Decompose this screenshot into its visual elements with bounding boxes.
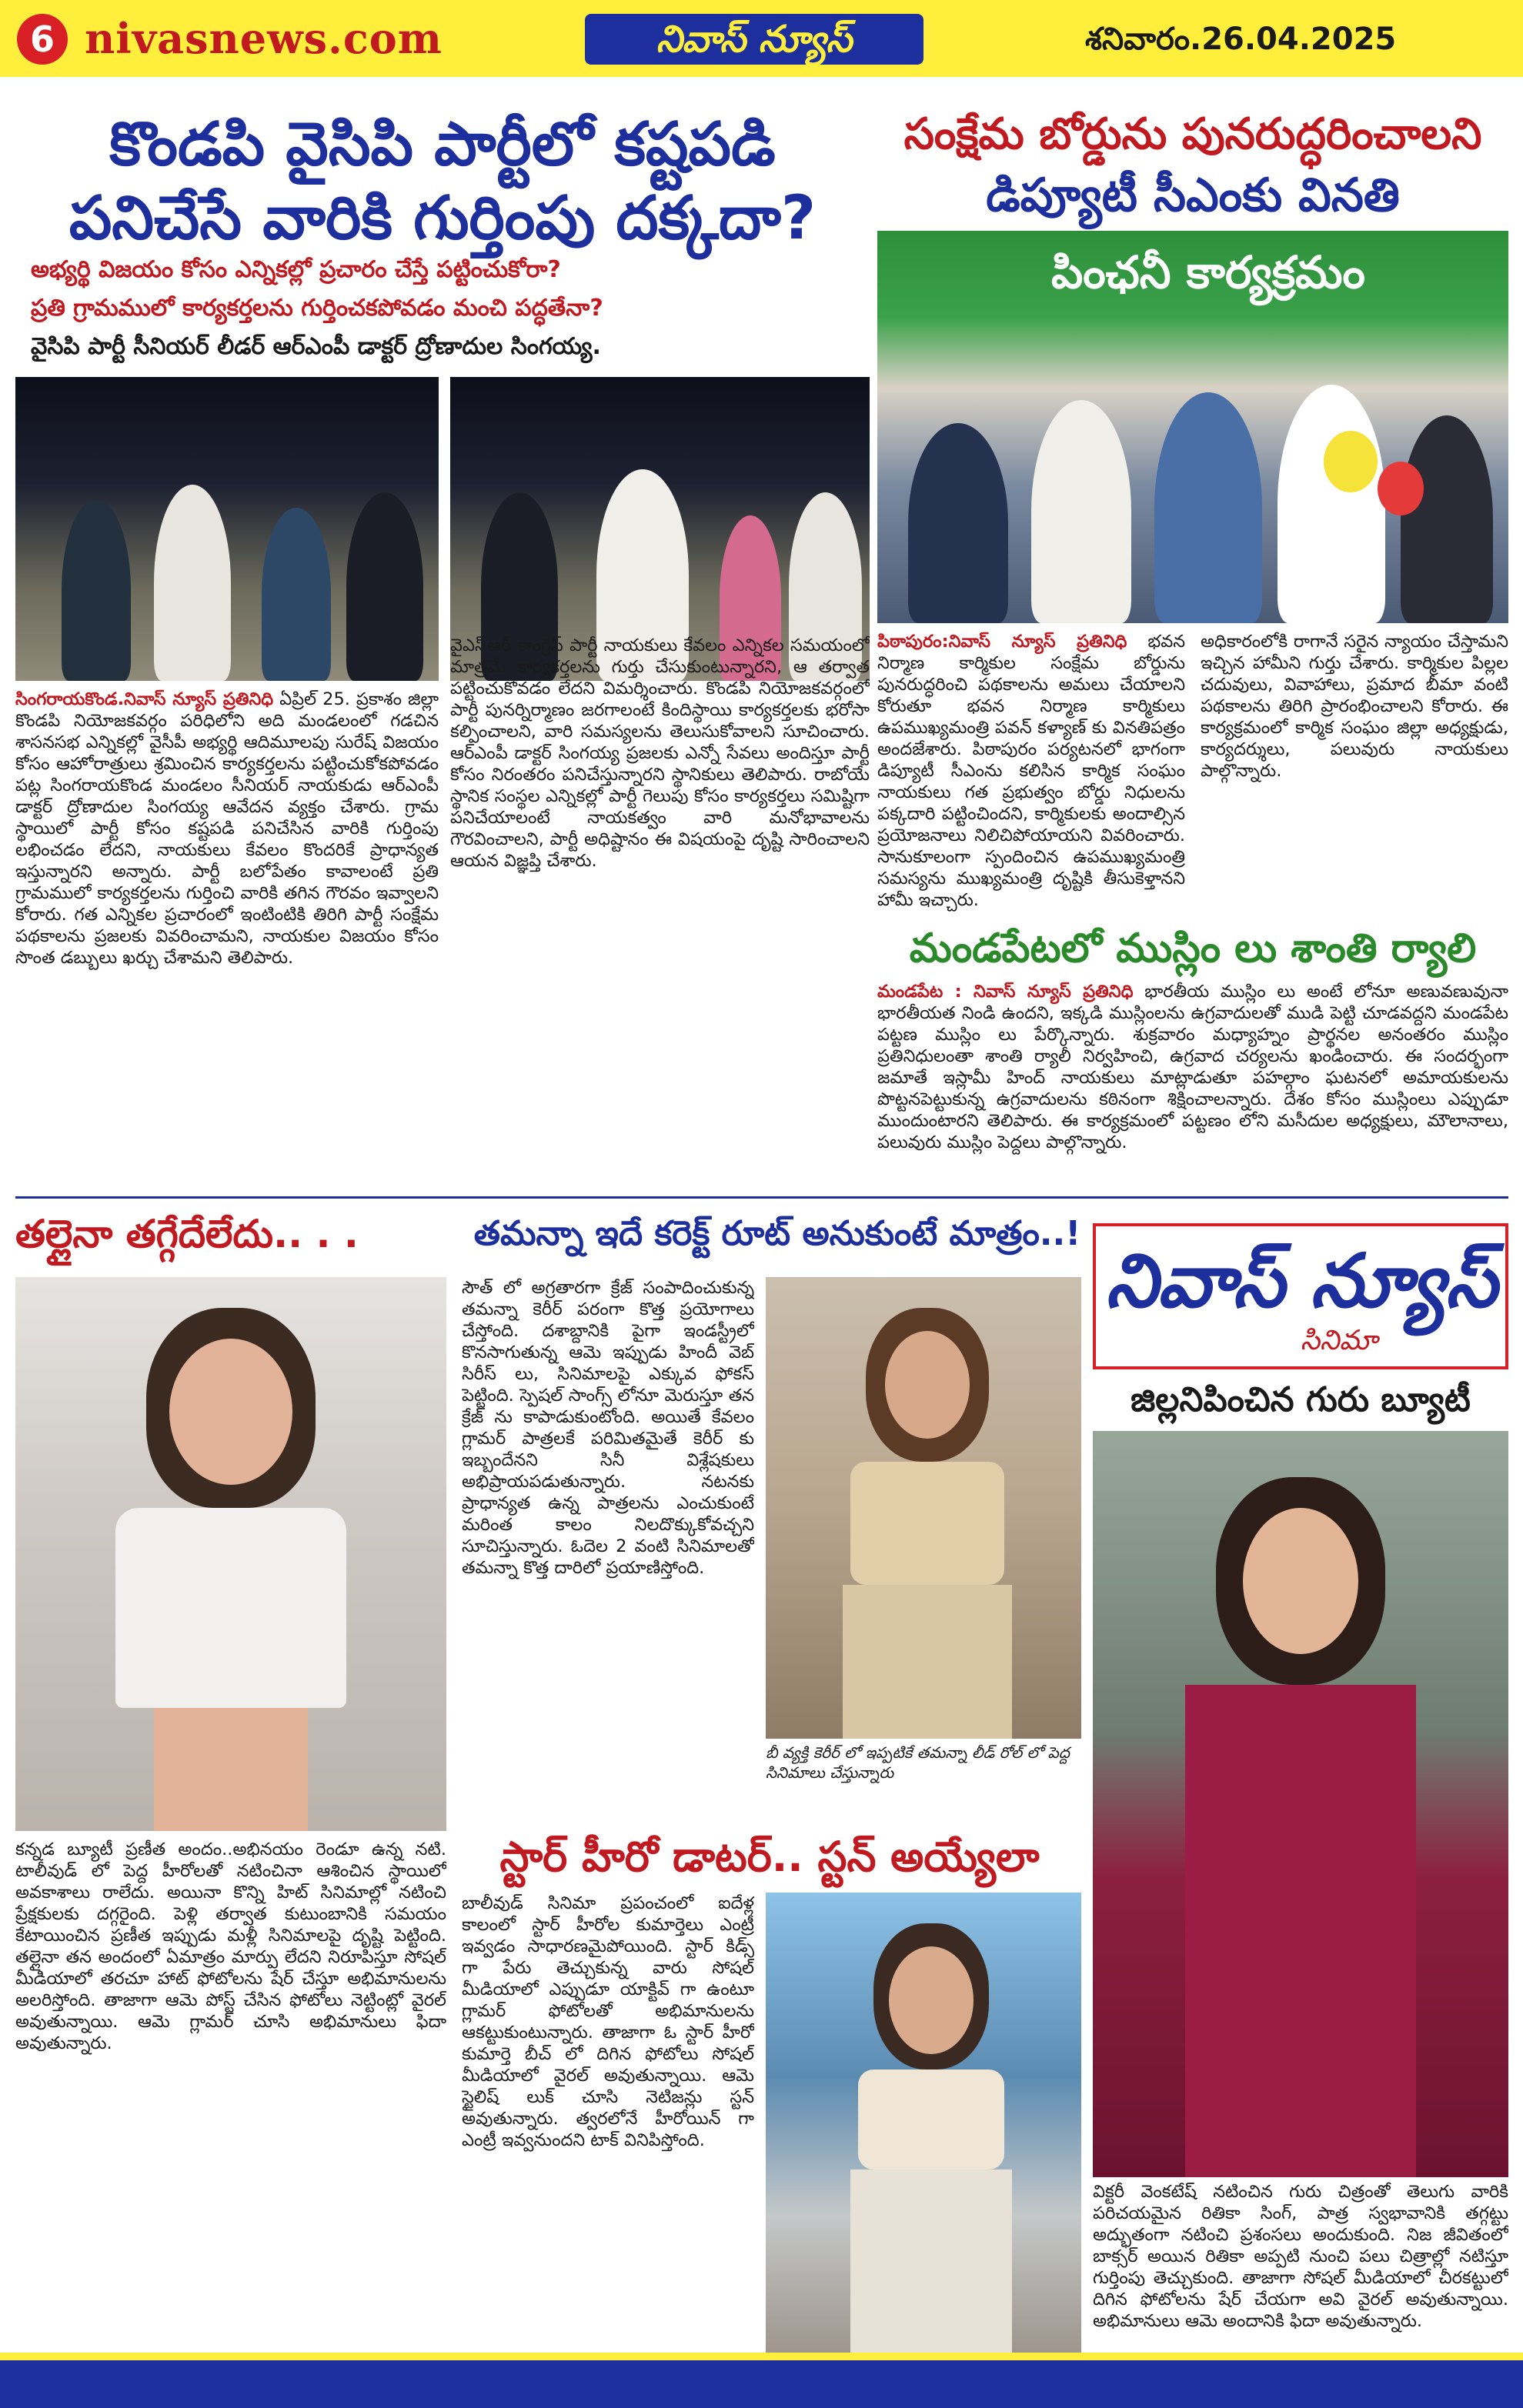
page-number: 6: [17, 14, 68, 65]
tamanna-photo: [766, 1277, 1081, 1739]
right-headline-2: డిప్యూటీ సీఎంకు వినతి: [986, 168, 1400, 222]
cinema-label: సినిమా: [1300, 1325, 1378, 1356]
mandapeta-body: [877, 981, 1508, 1189]
lead-text-1: ఏప్రిల్ 25. ప్రకాశం జిల్లా కొండపి నియోజకవర్గం పరిధిలోని అది మండలంలో గడచిన శాసనసభ ఎన్నికల్లో వైసీపీ అభ్యర్థి ఆదిమూలపు సురేష్ విజయం కోసం ఆహోరాత్రులు శ్రమించిన కార్యకర్తలను పట్టించుకోకపోవడం పట్ల సింగరాయకొండ మండలం సీనియర్ నాయకుడు ఆర్ఎంపీ డాక్టర్ ద్రోణాదుల సింగయ్య ఆవేదన వ్యక్తం చేశారు. గ్రామ స్థాయిలో పార్టీ కోసం కష్టపడి పనిచేసిన వారికి గుర్తింపు లభించడం లేదని, నాయకులు కేవలం కొందరికే ప్రాధాన్యత ఇస్తున్నారని అన్నారు. పార్టీ బలోపేతం కావాలంటే ప్రతి గ్రామములో కార్యకర్తలను గుర్తించి వారికి తగిన గౌరవం ఇవ్వాలని కోరారు. గత ఎన్నికల ప్రచారంలో ఇంటింటికి తిరిగి పార్టీ సంక్షేమ పథకాలను ప్రజలకు వివరించామని, నాయకుల విజయం కోసం సొంత డబ్బులు ఖర్చు చేశామని తెలిపారు.: [15, 689, 439, 968]
star-daughter-body: [462, 1893, 754, 2350]
issue-date: శనివారం.26.04.2025: [1085, 22, 1397, 57]
right-story-column-1: [877, 631, 1185, 916]
mandapeta-text: భారతీయ ముస్లిం లు అంటే లోనూ అణువణువునా భారతీయత నిండి ఉందని, ఇక్కడి ముస్లింలను ఉగ్రవాదులతో ముడి పెట్టి చూడవద్దని మండపేట పట్టణ ముస్లిం లు పేర్కొన్నారు. శుక్రవారం మధ్యాహ్నం ప్రార్థనల అనంతరం ముస్లిం ప్రతినిధులంతా శాంతి ర్యాలీ నిర్వహించి, ఉగ్రవాద చర్యలను ఖండించారు. ఈ సందర్భంగా జమాతే ఇస్లామీ హింద్ నాయకులు మాట్లాడుతూ పహల్గాం ఘటనలో అమాయకులను పొట్టనపెట్టుకున్న ఉగ్రవాదులను కఠినంగా శిక్షించాలన్నారు. దేశం కోసం ముస్లింలు ఎప్పుడూ ముందుంటారని తెలిపారు. ఈ కార్యక్రమంలో పట్టణం లోని మసీదుల అధ్యక్షులు, మౌలానాలు, పలువురు ముస్లిం పెద్దలు పాల్గొన్నారు.: [877, 982, 1508, 1152]
mandapeta-headline: మండపేటలో ముస్లిం లు శాంతి ర్యాలి: [909, 926, 1477, 972]
mandapeta-dateline: మండపేట : నివాస్ న్యూస్ ప్రతినిధి: [877, 982, 1134, 1002]
cinema-brand: నివాస్ న్యూస్: [1105, 1238, 1498, 1324]
guru-beauty-photo: [1093, 1431, 1508, 2177]
lead-subhead-1: అభ్యర్థి విజయం కోసం ఎన్నికల్లో ప్రచారం చేస్తే పట్టించుకోరా?: [31, 256, 561, 283]
right-story-text-2: అధికారంలోకి రాగానే సరైన న్యాయం చేస్తామని ఇచ్చిన హామీని గుర్తు చేశారు. కార్మికుల పిల్లల చదువులు, వివాహాలు, ప్రమాద బీమా వంటి పథకాలను తిరిగి ప్రారంభించాలని కోరారు. ఈ కార్యక్రమంలో కార్మిక సంఘం జిల్లా అధ్యక్షుడు, కార్యదర్శులు, పలువురు నాయకులు పాల్గొన్నారు.: [1201, 632, 1508, 781]
lead-text-2: వైఎస్ఆర్ కాంగ్రెస్ పార్టీ నాయకులు కేవలం ఎన్నికల సమయంలో మాత్రమే కార్యకర్తలను గుర్తు చేసుకుంటున్నారని, ఆ తర్వాత పట్టించుకోవడం లేదని విమర్శించారు. కొండపి నియోజకవర్గంలో పార్టీ పునర్నిర్మాణం జరగాలంటే కిందిస్థాయి కార్యకర్తలకు భరోసా కల్పించాలని, వారి సమస్యలను తెలుసుకోవాలని సూచించారు. ఆర్ఎంపీ డాక్టర్ సింగయ్య ప్రజలకు ఎన్నో సేవలు అందిస్తూ పార్టీ కోసం నిరంతరం పనిచేస్తున్నారని స్థానికులు తెలిపారు. రాబోయే స్థానిక సంస్థల ఎన్నికల్లో పార్టీ గెలుపు కోసం కార్యకర్తలు సమిష్టిగా పనిచేయాలంటే నాయకత్వం వారి మనోభావాలను గౌరవించాలని, పార్టీ అధిష్టానం ఈ విషయంపై దృష్టి సారించాలని ఆయన విజ్ఞప్తి చేశారు.: [450, 635, 870, 871]
pranitha-body: [15, 1839, 446, 2346]
right-story-photo: [877, 231, 1508, 623]
tamanna-text: సౌత్ లో అగ్రతారగా క్రేజ్ సంపాదించుకున్న తమన్నా కెరీర్ పరంగా కొత్త ప్రయోగాలు చేస్తోంది. దశాబ్దానికి పైగా ఇండస్ట్రీలో కొనసాగుతున్న ఆమె ఇప్పుడు హిందీ వెబ్ సిరీస్ లు, సినిమాలపై ఎక్కువ ఫోకస్ పెట్టింది. స్పెషల్ సాంగ్స్ లోనూ మెరుస్తూ తన క్రేజ్ ను కాపాడుకుంటోంది. అయితే కేవలం గ్లామర్ పాత్రలకే పరిమితమైతే కెరీర్ కు ఇబ్బందేనని సినీ విశ్లేషకులు అభిప్రాయపడుతున్నారు. నటనకు ప్రాధాన్యత ఉన్న పాత్రలను ఎంచుకుంటే మరింత కాలం నిలదొక్కుకోవచ్చని సూచిస్తున్నారు. ఓదెల 2 వంటి సినిమాలతో తమన్నా కొత్త దారిలో ప్రయాణిస్తోంది.: [462, 1278, 754, 1578]
brand-logo: నివాస్ న్యూస్: [585, 14, 923, 65]
right-headline-1: సంక్షేమ బోర్డును పునరుద్ధరించాలని: [903, 109, 1482, 159]
site-name[interactable]: nivasnews.com: [85, 14, 443, 63]
section-divider: [15, 1196, 1508, 1199]
footer-bar: [0, 2360, 1523, 2408]
star-daughter-headline: స్టార్ హీరో డాటర్.. స్టన్ అయ్యేలా: [499, 1833, 1040, 1881]
star-daughter-text: బాలీవుడ్ సినిమా ప్రపంచంలో ఐదేళ్ల కాలంలో స్టార్ హీరోల కుమార్తెలు ఎంట్రీ ఇవ్వడం సాధారణమైపోయింది. స్టార్ కిడ్స్ గా పేరు తెచ్చుకున్న వారు సోషల్ మీడియాలో ఎప్పుడూ యాక్టివ్ గా ఉంటూ గ్లామర్ ఫోటోలతో అభిమానులను ఆకట్టుకుంటున్నారు. తాజాగా ఓ స్టార్ హీరో కుమార్తె బీచ్ లో దిగిన ఫోటోలు సోషల్ మీడియాలో వైరల్ అవుతున్నాయి. ఆమె స్టైలిష్ లుక్ చూసి నెటిజన్లు స్టన్ అవుతున్నారు. త్వరలోనే హీరోయిన్ గా ఎంట్రీ ఇవ్వనుందని టాక్ వినిపిస్తోంది.: [462, 1893, 754, 2150]
tamanna-body: [462, 1277, 754, 1816]
tamanna-headline: తమన్నా ఇదే కరెక్ట్ రూట్ అనుకుంటే మాత్రం..!: [473, 1214, 1081, 1253]
lead-photo-1: [15, 377, 439, 681]
photo-banner-text: పింఛనీ కార్యక్రమం: [1051, 246, 1365, 298]
guru-body: [1093, 2181, 1508, 2346]
right-story-column-2: [1201, 631, 1508, 916]
tamanna-caption: బీ వ్యక్తి కెరీర్ లో ఇప్పటికే తమన్నా లీడ్ రోల్ లో పెద్ద సినిమాలు చేస్తున్నారు: [766, 1743, 1070, 1782]
lead-dateline: సింగరాయకొండ.నివాస్ న్యూస్ ప్రతినిధి: [15, 689, 274, 709]
right-story-text-1: భవన నిర్మాణ కార్మికుల సంక్షేమ బోర్డును పునరుద్ధరించి పథకాలను అమలు చేయాలని కోరుతూ భవన నిర్మాణ కార్మికులు ఉపముఖ్యమంత్రి పవన్ కళ్యాణ్ కు వినతిపత్రం అందజేశారు. పిఠాపురం పర్యటనలో భాగంగా డిప్యూటీ సీఎంను కలిసిన కార్మిక సంఘం నాయకులు గత ప్రభుత్వం బోర్డు నిధులను పక్కదారి పట్టించిందని, కార్మికులకు అందాల్సిన ప్రయోజనాలు నిలిచిపోయాయని వివరించారు. సానుకూలంగా స్పందించిన ఉపముఖ్యమంత్రి సమస్యను ముఖ్యమంత్రి దృష్టికి తీసుకెళ్తానని హామీ ఇచ్చారు.: [877, 632, 1185, 910]
footer-stripe: [0, 2353, 1523, 2360]
right-story-dateline: పిఠాపురం:నివాస్ న్యూస్ ప్రతినిధి: [877, 632, 1127, 652]
lead-headline: కొండపి వైసిపి పార్టీలో కష్టపడి పనిచేసే వారికి గుర్తింపు దక్కదా?: [68, 110, 817, 253]
lead-column-1: [15, 689, 439, 1189]
star-daughter-photo: [766, 1893, 1081, 2354]
guru-text: విక్టరీ వెంకటేష్ నటించిన గురు చిత్రంతో తెలుగు వారికి పరిచయమైన రితికా సింగ్, పాత్ర స్వభావానికి తగ్గట్టు అద్భుతంగా నటించి ప్రశంసలు అందుకుంది. నిజ జీవితంలో బాక్సర్ అయిన రితికా అప్పటి నుంచి పలు చిత్రాల్లో నటిస్తూ గుర్తింపు తెచ్చుకుంది. తాజాగా సోషల్ మీడియాలో చీరకట్టులో దిగిన ఫోటోలను షేర్ చేయగా అవి వైరల్ అవుతున్నాయి. అభిమానులు ఆమె అందానికి ఫిదా అవుతున్నారు.: [1093, 2182, 1508, 2331]
lead-column-2: [450, 635, 870, 1189]
lead-subhead-3: వైసిపి పార్టీ సీనియర్ లీడర్ ఆర్ఎంపీ డాక్టర్ ద్రోణాదుల సింగయ్య.: [31, 333, 601, 360]
pranitha-text: కన్నడ బ్యూటీ ప్రణీత అందం..అభినయం రెండూ ఉన్న నటి. టాలీవుడ్ లో పెద్ద హీరోలతో నటించినా ఆశించిన స్థాయిలో అవకాశాలు రాలేదు. అయినా కొన్ని హిట్ సినిమాల్లో నటించి ప్రేక్షకులకు దగ్గరైంది. పెళ్లి తర్వాత కుటుంబానికి సమయం కేటాయించిన ప్రణీత ఇప్పుడు మళ్లీ సినిమాలపై దృష్టి పెట్టింది. తల్లైనా తన అందంలో ఏమాత్రం మార్పు లేదని నిరూపిస్తూ సోషల్ మీడియాలో తరచూ హాట్ ఫోటోలను షేర్ చేస్తూ అభిమానులను అలరిస్తోంది. తాజాగా ఆమె పోస్ట్ చేసిన ఫోటోలు నెట్టింట్లో వైరల్ అవుతున్నాయి. ఆమె గ్లామర్ చూసి అభిమానులు ఫిదా అవుతున్నారు.: [15, 1839, 446, 2053]
pranitha-headline: తల్లైనా తగ్గేదేలేదు.. . .: [15, 1212, 359, 1256]
pranitha-photo: [15, 1277, 446, 1831]
lead-subhead-2: ప్రతి గ్రామములో కార్యకర్తలను గుర్తించకపోవడం మంచి పద్ధతేనా?: [31, 295, 603, 322]
guru-headline: జిల్లనిపించిన గురు బ్యూటీ: [1131, 1380, 1471, 1419]
